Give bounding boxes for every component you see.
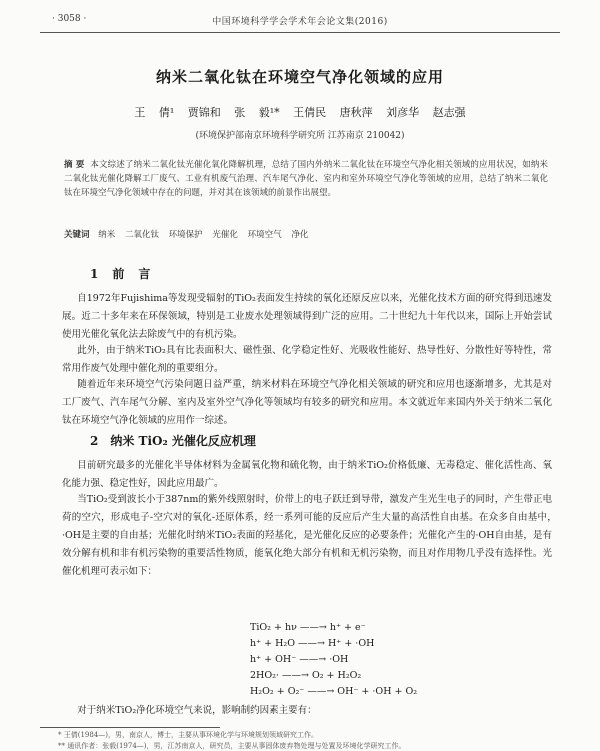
- equation: h⁺ + OH⁻ ——→ ·OH: [250, 654, 349, 665]
- author: 张 毅¹*: [234, 106, 280, 119]
- reaction-equations: [250, 620, 417, 700]
- author: 王倩民: [293, 106, 327, 119]
- keywords-label: 关键词: [64, 230, 90, 240]
- author: 贾锦和: [187, 106, 221, 119]
- author: 唐秋萍: [339, 106, 373, 119]
- footnote-rule: [40, 727, 220, 728]
- equation: TiO₂ + hν ——→ h⁺ + e⁻: [250, 622, 366, 633]
- body-paragraph: 对于纳米TiO₂净化环境空气来说，影响制约因素主要有：: [77, 705, 317, 716]
- abstract-text: 本文综述了纳米二氧化钛光催化氧化降解机理，总结了国内外纳米二氧化钛在环境空气净化相关领域的应用状况，如纳米二氧化钛光催化降解工厂废气、工业有机废气治理、汽车尾气净化、室内和室外环境空气净化等领域的应用，总结了纳米二氧化钛在环境空气净化领域中存在的问题，并对其在该领域的前景作出展望。: [64, 160, 548, 198]
- keyword: 环境保护: [168, 230, 203, 240]
- body-paragraph: 自1972年Fujishima等发现受辐射的TiO₂表面发生持续的氧化还原反应以来，光催化技术方面的研究得到迅速发展。近二十多年来在环保领域，特别是工业废水处理领域得到广泛的应用。二十世纪九十年代以来，国际上开始尝试使用光催化氧化法去除废气中的有机污染。: [62, 293, 552, 340]
- keyword: 环境空气: [247, 230, 282, 240]
- keyword: 纳米: [98, 230, 116, 240]
- header-rule: [40, 32, 560, 33]
- paper-title: 纳米二氧化钛在环境空气净化领域的应用: [155, 68, 444, 86]
- author: 刘彦华: [386, 106, 420, 119]
- section-heading: 1 前 言: [90, 267, 152, 281]
- body-paragraph: 随着近年来环境空气污染问题日益严重，纳米材料在环境空气净化相关领域的研究和应用也逐渐增多，尤其是对工厂废气、汽车尾气分解、室内及室外空气净化等领域均有较多的研究和应用。本文就近年来国内外关于纳米二氧化钛在环境空气净化领域的应用作一综述。: [62, 379, 552, 426]
- page-number: · 3058 ·: [52, 14, 87, 24]
- body-paragraph: 此外，由于纳米TiO₂具有比表面积大、磁性强、化学稳定性好、光吸收性能好、热导性好、分散性好等特性，常常用作废气处理中催化剂的重要组分。: [62, 345, 552, 374]
- author-list: [0, 104, 600, 120]
- footnote: ** 通讯作者：张毅(1974—)，男，江苏南京人，研究员，主要从事固体废弃物处理与处置及环境化学研究工作。: [58, 742, 406, 750]
- keywords: [64, 228, 548, 240]
- abstract: [64, 158, 548, 200]
- keyword: 光催化: [212, 230, 238, 240]
- equation: H₂O₂ + O₂⁻ ——→ OH⁻ + ·OH + O₂: [250, 686, 418, 697]
- affiliation: (环境保护部南京环境科学研究所 江苏南京 210042): [195, 131, 405, 141]
- author: 赵志强: [432, 106, 466, 119]
- body-paragraph: 当TiO₂受到波长小于387nm的紫外线照射时，价带上的电子跃迁到导带，激发产生光生电子的同时，产生带正电荷的空穴，形成电子-空穴对的氧化-还原体系，经一系列可能的反应后产生大量的高活性自由基。在众多自由基中，·OH是主要的自由基；光催化时纳米TiO₂表面的羟基化，是光催化反应的必要条件；光催化产生的·OH自由基，是有效分解有机和非有机污染物的重要活性物质，能氧化绝大部分有机和无机污染物，而且对作用物几乎没有选择性。光催化机理可表示如下：: [62, 494, 552, 577]
- abstract-label: 摘 要: [64, 160, 85, 170]
- journal-header: 中国环境科学学会学术年会论文集(2016): [212, 17, 388, 27]
- equation: 2HO₂· ——→ O₂ + H₂O₂: [250, 670, 362, 681]
- body-paragraph: 目前研究最多的光催化半导体材料为金属氧化物和硫化物，由于纳米TiO₂价格低廉、无毒稳定、催化活性高、氧化能力强、稳定性好，因此应用最广。: [62, 460, 552, 489]
- keyword: 净化: [291, 230, 309, 240]
- section-heading: 2 纳米 TiO₂ 光催化反应机理: [90, 434, 256, 448]
- author: 王 倩¹: [134, 106, 175, 119]
- keyword: 二氧化钛: [124, 230, 159, 240]
- equation: h⁺ + H₂O ——→ H⁺ + ·OH: [250, 638, 375, 649]
- footnote: * 王倩(1984—)，男，南京人，博士，主要从事环境化学与环境规划领域研究工作。: [58, 731, 319, 739]
